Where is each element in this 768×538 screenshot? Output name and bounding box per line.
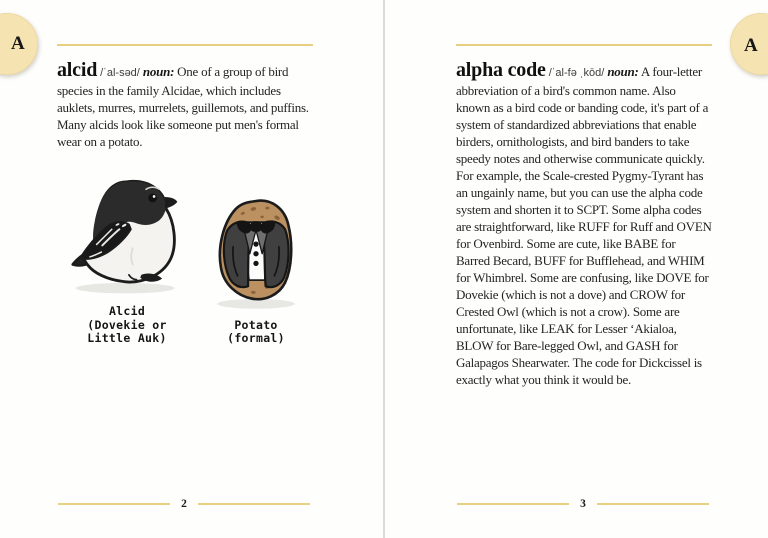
section-tab-left [0, 13, 38, 75]
footer-rule [457, 503, 569, 505]
part-of-speech: noun: [142, 64, 175, 79]
pronunciation: /ˈal-fə ˌkōd/ [548, 67, 605, 79]
headword: alpha code [456, 59, 546, 81]
page-number: 3 [580, 498, 586, 510]
figure-caption [227, 319, 285, 346]
footer-rule [198, 503, 310, 505]
definition-text: One of a group of bird species in the family Alcidae, which includes auklets, murres, murrelets, guillemots, and puffins. Many alcids look like someone put men's formal wear on a potato. [57, 64, 309, 149]
left-page-content [57, 44, 313, 346]
figure-alcid [70, 172, 184, 346]
section-letter: A [11, 33, 25, 54]
caption-line: Alcid [108, 304, 146, 318]
right-page-content [456, 44, 712, 388]
entry-alpha-code [456, 59, 712, 388]
alcid-bird-illustration [70, 172, 184, 296]
caption-line: Little Auk) [87, 331, 167, 345]
page-number: 2 [181, 498, 187, 510]
section-tab-right [730, 13, 768, 75]
section-letter: A [744, 35, 758, 56]
right-page-footer [457, 498, 709, 510]
top-rule [456, 44, 712, 46]
caption-line: (formal) [227, 331, 285, 345]
figure-potato [212, 194, 300, 346]
part-of-speech: noun: [607, 64, 639, 79]
footer-rule [597, 503, 709, 505]
caption-line: (Dovekie or [87, 317, 167, 332]
footer-rule [58, 503, 170, 505]
entry-alcid [57, 59, 313, 150]
headword: alcid [57, 59, 98, 81]
top-rule [57, 44, 313, 46]
left-page-footer [58, 498, 310, 510]
caption-line: Potato [234, 317, 278, 332]
figure-caption [87, 305, 166, 346]
page-gutter-divider [383, 0, 385, 538]
definition-text: A four-letter abbreviation of a bird's common name. Also known as a bird code or banding code, it's part of a system of standardized abbreviations that enable birders, ornithologists, and bird banders to take speedy notes and otherwise communicate quickly. For example, the Scale-crested Pygmy-Tyrant has an ungainly name, but you can use the alpha code system and shorten it to SCPT. Some alpha codes are straightforward, like RUFF for Ruff and OVEN for Ovenbird. Some are cute, like BABE for Barred Becard, BUFF for Bufflehead, and WHIM for Whimbrel. Some are confusing, like DOVE for Dovekie (which is not a dove) and CROW for Crested Owl (which is not a crow). Some are unfortunate, like LEAK for Lesser ʻAkialoa, BLOW for Bare-legged Owl, and GASH for Galapagos Shearwater. The code for Dickcissel is exactly what you think it would be. [456, 64, 712, 387]
pronunciation: /ˈal-səd/ [100, 67, 140, 79]
formal-potato-illustration [212, 194, 300, 310]
page-right [384, 0, 768, 538]
figure-row [57, 172, 313, 346]
